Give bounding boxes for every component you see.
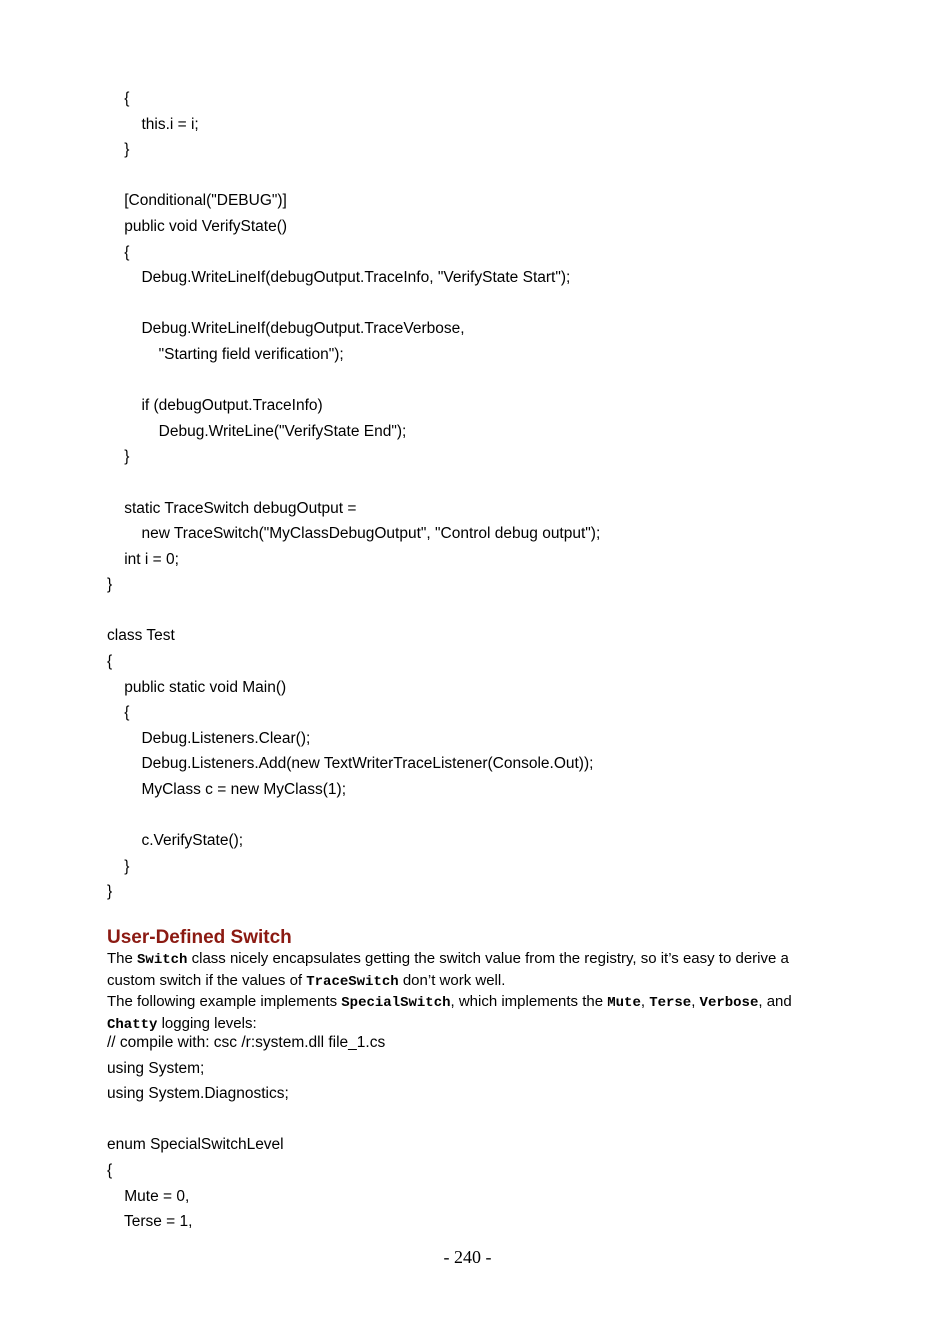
code-line: using System.Diagnostics; bbox=[107, 1085, 289, 1103]
code-line: c.VerifyState(); bbox=[107, 832, 244, 850]
code-line: Terse = 1, bbox=[107, 1213, 193, 1231]
code-line: MyClass c = new MyClass(1); bbox=[107, 781, 347, 799]
code-line: if (debugOutput.TraceInfo) bbox=[107, 397, 323, 415]
code-line bbox=[107, 291, 600, 317]
paragraph-example-intro bbox=[107, 992, 827, 1035]
code-term: Switch bbox=[137, 952, 188, 968]
section-body bbox=[107, 949, 827, 1035]
text-run: , bbox=[691, 993, 700, 1010]
code-line: public static void Main() bbox=[107, 678, 287, 696]
code-listing-bottom bbox=[107, 1030, 385, 1235]
code-term: SpecialSwitch bbox=[341, 995, 451, 1011]
code-line: { bbox=[107, 1161, 113, 1179]
code-listing-top bbox=[107, 86, 600, 905]
code-line: this.i = i; bbox=[107, 115, 199, 133]
code-line: { bbox=[107, 704, 130, 722]
code-line: Debug.Listeners.Add(new TextWriterTraceListener(Console.Out)); bbox=[107, 755, 594, 773]
code-line: { bbox=[107, 653, 113, 671]
code-line: Debug.WriteLineIf(debugOutput.TraceVerbose, bbox=[107, 320, 465, 338]
code-line bbox=[107, 368, 600, 394]
code-line: new TraceSwitch("MyClassDebugOutput", "Control debug output"); bbox=[107, 525, 601, 543]
code-term: TraceSwitch bbox=[306, 973, 399, 990]
code-line bbox=[107, 470, 600, 496]
code-line: [Conditional("DEBUG")] bbox=[107, 192, 287, 210]
text-run: logging levels: bbox=[157, 1014, 257, 1032]
section-heading: User-Defined Switch bbox=[107, 927, 292, 948]
code-line: } bbox=[107, 448, 130, 466]
code-line bbox=[107, 1107, 385, 1133]
code-line bbox=[107, 163, 600, 189]
code-line: // compile with: csc /r:system.dll file_1.cs bbox=[107, 1034, 386, 1051]
code-line: int i = 0; bbox=[107, 550, 179, 568]
text-run: The following example implements bbox=[107, 993, 342, 1010]
text-run: class nicely encapsulates getting the switch value from the registry, so it’s easy to derive a custom switch if the values of bbox=[107, 950, 789, 989]
code-line: } bbox=[107, 857, 130, 875]
code-line: Mute = 0, bbox=[107, 1187, 190, 1205]
code-line: "Starting field verification"); bbox=[107, 345, 344, 363]
code-line: Debug.Listeners.Clear(); bbox=[107, 729, 311, 747]
code-term: Verbose bbox=[699, 995, 759, 1011]
text-run: The bbox=[107, 950, 138, 967]
code-line: public void VerifyState() bbox=[107, 217, 288, 235]
text-run: don’t work well. bbox=[398, 971, 506, 989]
text-run: , bbox=[640, 993, 650, 1010]
code-line: { bbox=[107, 90, 130, 107]
paragraph-switch-intro bbox=[107, 949, 827, 992]
code-line: } bbox=[107, 141, 130, 159]
code-line: class Test bbox=[107, 627, 175, 645]
code-line: } bbox=[107, 576, 113, 594]
text-run: , and bbox=[758, 993, 792, 1010]
code-term: Chatty bbox=[107, 1016, 158, 1033]
code-line: static TraceSwitch debugOutput = bbox=[107, 499, 357, 517]
code-line: enum SpecialSwitchLevel bbox=[107, 1136, 284, 1154]
code-line: Debug.WriteLine("VerifyState End"); bbox=[107, 422, 407, 440]
code-line bbox=[107, 598, 600, 624]
code-line: { bbox=[107, 243, 130, 261]
code-line: using System; bbox=[107, 1059, 205, 1077]
page-number: - 240 - bbox=[443, 1247, 492, 1267]
code-line: Debug.WriteLineIf(debugOutput.TraceInfo, "VerifyState Start"); bbox=[107, 269, 571, 287]
code-term: Mute bbox=[607, 995, 641, 1011]
text-run: , which implements the bbox=[450, 993, 608, 1010]
code-line bbox=[107, 803, 600, 829]
code-term: Terse bbox=[649, 995, 692, 1011]
code-line: } bbox=[107, 883, 113, 901]
